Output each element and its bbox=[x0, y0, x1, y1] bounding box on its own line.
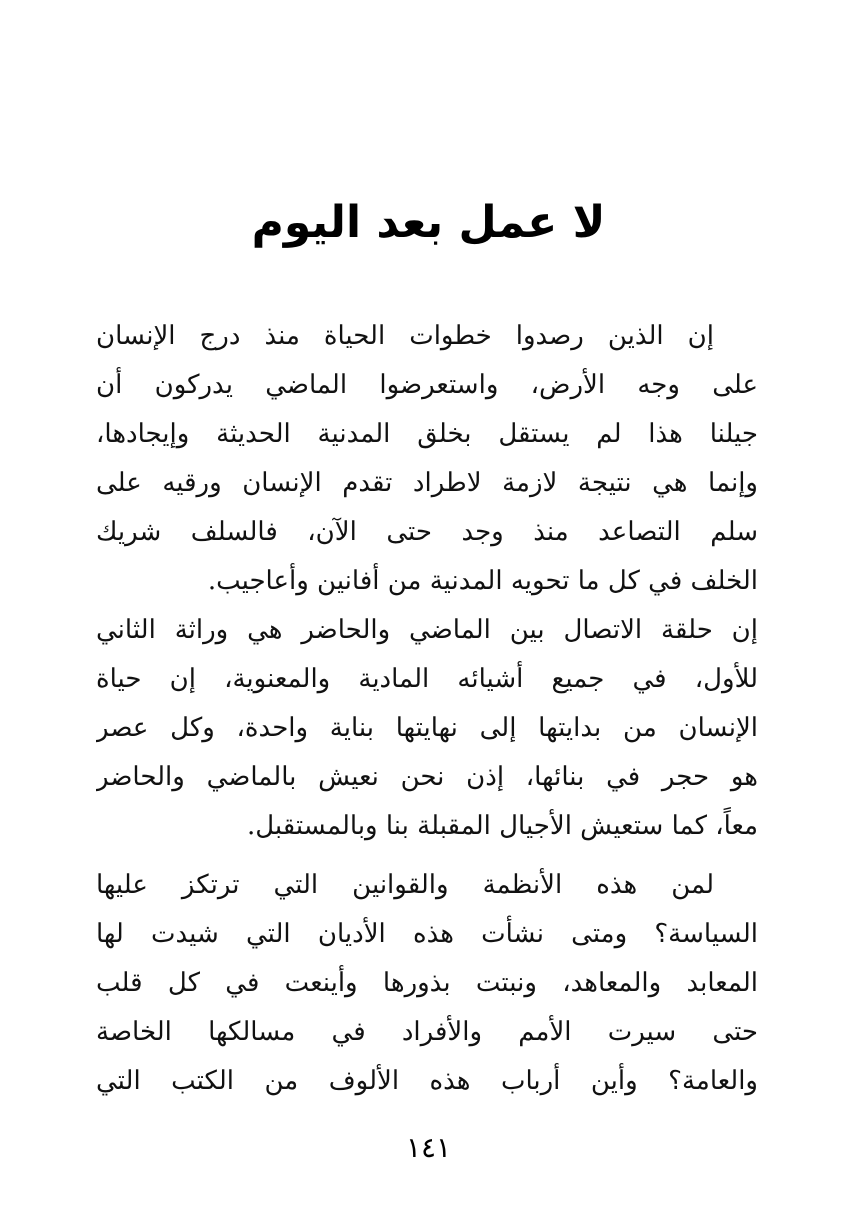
text-line: والعامة؟ وأين أرباب هذه الألوف من الكتب التي bbox=[96, 1066, 758, 1096]
text-line: على وجه الأرض، واستعرضوا الماضي يدركون أن bbox=[96, 370, 758, 400]
paragraph-3 bbox=[96, 861, 758, 1106]
paragraph-1 bbox=[96, 312, 758, 606]
text-line: لمن هذه الأنظمة والقوانين التي ترتكز عليها bbox=[96, 870, 714, 900]
text-line: حتى سيرت الأمم والأفراد في مسالكها الخاصة bbox=[96, 1017, 758, 1047]
paragraph-2 bbox=[96, 606, 758, 851]
text-line: سلم التصاعد منذ وجد حتى الآن، فالسلف شريك bbox=[96, 517, 758, 547]
body-text bbox=[96, 312, 758, 1106]
text-line: إن حلقة الاتصال بين الماضي والحاضر هي وراثة الثاني bbox=[96, 615, 758, 645]
text-line: جيلنا هذا لم يستقل بخلق المدنية الحديثة وإيجادها، bbox=[96, 419, 758, 449]
text-line: السياسة؟ ومتى نشأت هذه الأديان التي شيدت لها bbox=[96, 919, 758, 949]
text-line: معاً، كما ستعيش الأجيال المقبلة بنا وبالمستقبل. bbox=[246, 811, 758, 841]
text-line: إن الذين رصدوا خطوات الحياة منذ درج الإنسان bbox=[96, 321, 714, 351]
text-line: الخلف في كل ما تحويه المدنية من أفانين وأعاجيب. bbox=[207, 566, 758, 596]
chapter-title: لا عمل بعد اليوم bbox=[251, 197, 606, 248]
text-line: للأول، في جميع أشيائه المادية والمعنوية، إن حياة bbox=[96, 664, 758, 694]
text-line: وإنما هي نتيجة لازمة لاطراد تقدم الإنسان ورقيه على bbox=[96, 468, 758, 498]
page-number: ١٤١ bbox=[405, 1131, 452, 1164]
text-line: الإنسان من بدايتها إلى نهايتها بناية واحدة، وكل عصر bbox=[96, 713, 758, 743]
text-line: المعابد والمعاهد، ونبتت بذورها وأينعت في كل قلب bbox=[96, 968, 758, 998]
text-line: هو حجر في بنائها، إذن نحن نعيش بالماضي والحاضر bbox=[96, 762, 758, 792]
